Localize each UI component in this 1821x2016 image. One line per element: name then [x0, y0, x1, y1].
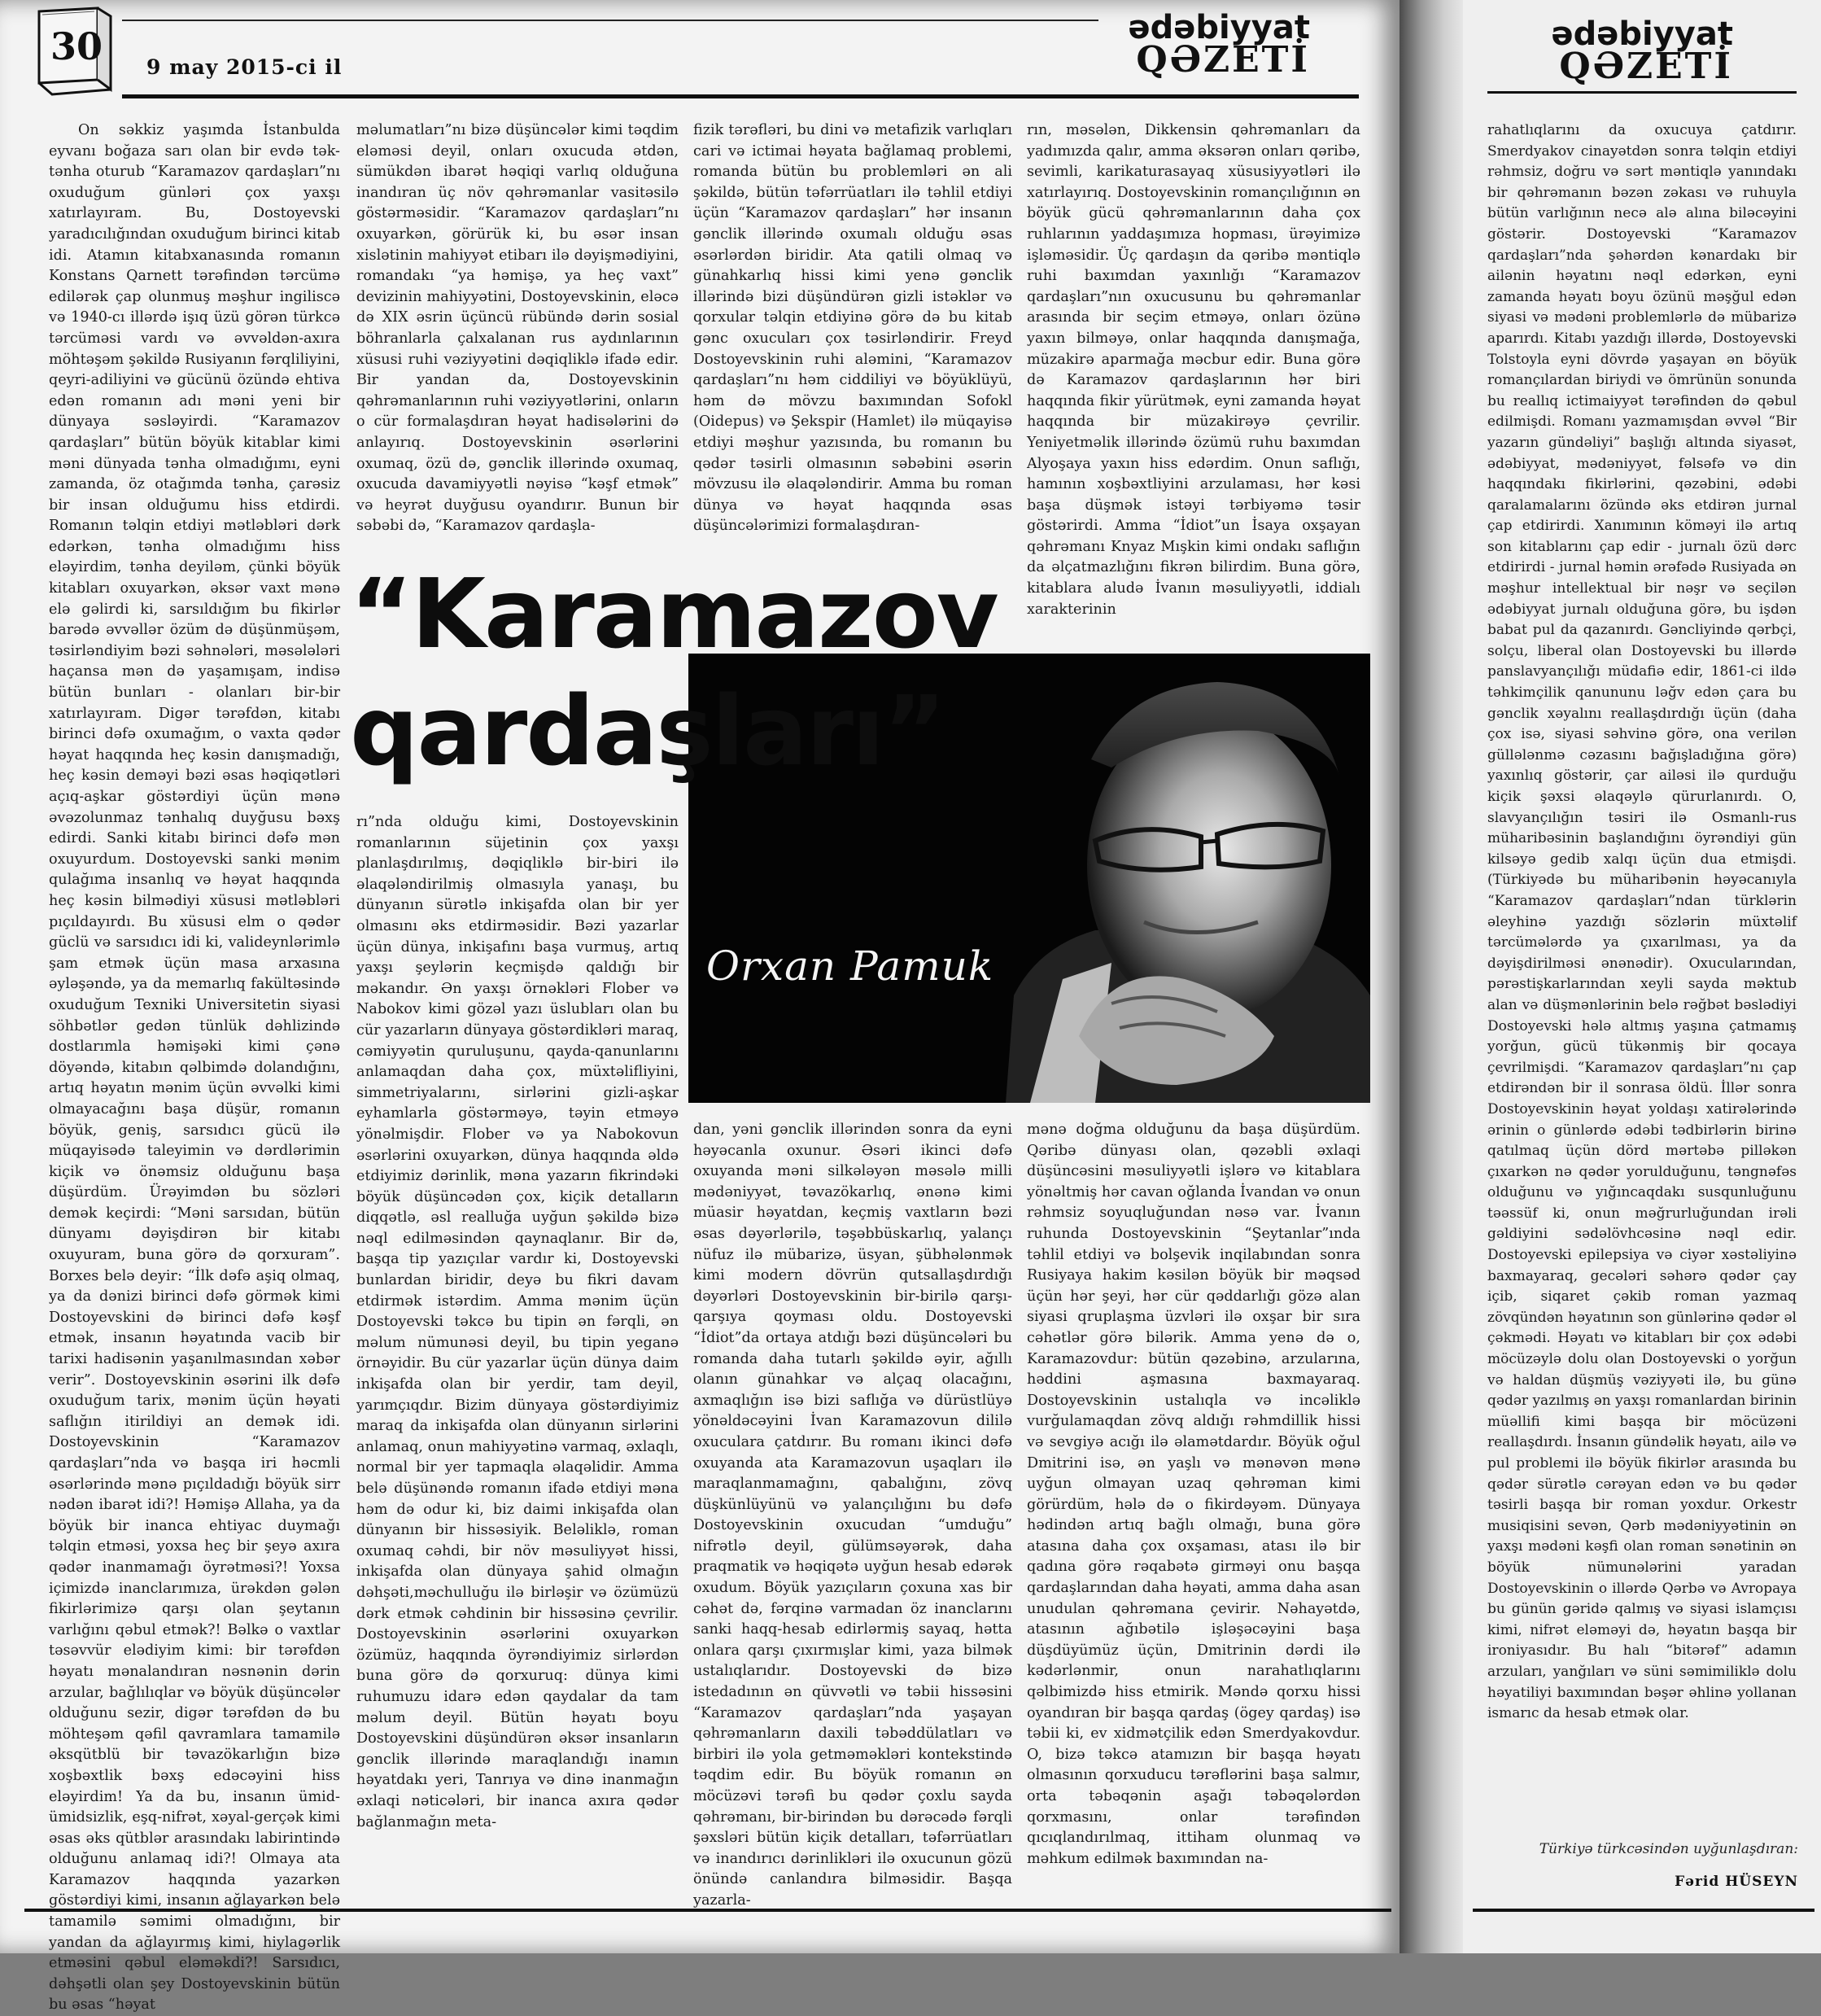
- footer-rule-right: [1473, 1909, 1814, 1912]
- article-column-3-top: [693, 120, 1012, 560]
- column-3-top-text: fizik tərəfləri, bu dini və metafizik varlıqları cari və ictimai həyata bağlamaq problemi, romanda bütün bu problemləri ən ali şəkildə, bütün təfərrüatları ilə təhlil etdiyi üçün “Karamazov qardaşları” hər insanın gənclik illərində oxumalı olduğu əsas əsərlərdən biridir. Ata qatili olmaq və günahkarlıq hissi kimi yenə gənclik illərində bizi düşündürən gizli istəklər və qorxular təlqin etdiyinə görə də bu kitab gənc oxucuları çox təsirləndirir. Freyd Dostoyevskinin ruhi aləmini, “Karamazov qardaşları”nı həm ciddiliyi və böyüklüyü, həm də mövzu baxımından Sofokl (Oidepus) və Şekspir (Hamlet) ilə müqayisə etdiyi məşhur yazısında, bu romanın bu qədər təsirli olmasının səbəbini əsərin mövzusu ilə əlaqələndirir. Amma bu roman dünya və həyat haqqında əsas düşüncələrimizi formalaşdıran-: [693, 122, 1012, 535]
- masthead-bottom-right: QƏZETİ: [1559, 46, 1733, 87]
- column-4-bottom-text: mənə doğma olduğunu da başa düşürdüm. Qəribə dünyası olan, qəzəbli əxlaqi düşüncəsini məsuliyyətli işlərə və kitablara yönəltmiş hər cavan oğlanda İvandan və onun rəhmsiz soyuqluğundan nəsə var. İvanın ruhunda Dostoyevskinin “Şeytanlar”ında təhlil etdiyi və bolşevik inqilabından sonra Rusiyaya hakim kəsilən böyük bir məqsəd üçün hər şeyi, hər cür qəddarlığı gözə alan siyasi qruplaşma üzvləri ilə oxşar bir sıra cəhətlər görə bilərik. Amma yenə də o, Karamazovdur: bütün qəzəbinə, arzularına, həddini aşmasına baxmayaraq. Dostoyevskinin ustalıqla və incəliklə vurğulamaqdan zövq aldığı rəhmdillik hissi və sevgiyə acığı ilə əlamətdardır. Böyük oğul Dmitrini isə, ən yaşlı və mənəvən mənə uyğun olmayan uzaq qəhrəman kimi görürdüm, hələ də o fikirdəyəm. Dünyaya hədindən artıq bağlı olmağı, buna görə atasına daha çox oxşaması, atası ilə bir qadına görə rəqabətə girməyi onu başqa qardaşlarından daha həyati, amma daha asan unudulan qəhrəmana çevirir. Nəhayətdə, atasının ağıbətilə işləşəcəyini başa düşdüyümüz üçün, Dmitrinin dərdi ilə kədərlənmir, onun narahatlıqlarını qəlbimizdə hiss etmirik. Məndə qorxu hissi oyandıran bir başqa qardaş (ögey qardaş) isə təbii ki, ev xidmətçilik edən Smerdyakovdur. O, bizə təkcə atamızın bir başqa həyatı olmasının qorxuducu tərəflərini başa salmır, orta təbəqənin aşağı təbəqələrdən qorxmasını, onlar tərəfindən qıcıqlandırılmaq, ittiham olunmaq və məhkum edilmək baxımından na-: [1027, 1122, 1360, 1867]
- title-line-1: “Karamazov: [350, 558, 998, 670]
- header-rule-thin: [122, 20, 1098, 21]
- column-2-top-text: məlumatları”nı bizə düşüncələr kimi təqdim eləməsi deyil, onları oxucuda ətdən, sümükdən ibarət həqiqi varlıq olduğuna inandıran üç növ qəhrəmanlar vasitəsilə göstərməsidir. “Karamazov qardaşları”nı oxuyarkən, görürük ki, bu əsər insan xislətinin mahiyyət etibarı ilə dəyişmədiyini, romandakı “ya həmişə, ya heç vaxt” devizinin mahiyyətini, Dostoyevskinin, eləcə də XIX əsrin üçüncü rübündə dərin sosial böhranlarla çalxalanan rus aydınlarının xüsusi ruhi vəziyyətini dəqiqliklə ifadə edir. Bir yandan da, Dostoyevskinin qəhrəmanlarının ruhi vəziyyətlərini, onların o cür formalaşdıran həyat hadisələrini də anlayırıq. Dostoyevskinin əsərlərini oxumaq, özü də, gənclik illərində oxumaq, oxucuda davamiyyətli nəyisə “kəşf etmək” və heyrət duyğusu oyandırır. Bunun bir səbəbi də, “Karamazov qardaşla-: [356, 122, 679, 535]
- title-line-2: qardaşları”: [350, 675, 945, 787]
- column-3-bottom-text: dan, yəni gənclik illərindən sonra da eyni həyəcanla oxunur. Əsəri ikinci dəfə oxuyanda məni silkələyən məsələ milli mədəniyyət, təvazökarlıq, ənənə kimi müasir həyatdan, keçmiş vaxtların bəzi əsas dəyərlərilə, təşəbbüskarlıq, yalançı nüfuz ilə mübarizə, üsyan, şübhələnmək kimi modern dövrün qutsallaşdırdığı dəyərləri Dostoyevskinin bir-birilə qarşı-qarşıya qoyması oldu. Dostoyevski “İdiot”da ortaya atdığı bəzi düşüncələri bu romanda daha tutarlı şəkildə əyir, ağıllı olanın günahkar və alçaq olacağını, axmaqlığın isə bizi saflığa və dürüstlüyə yönəldəcəyini İvan Karamazovun dililə oxuculara çatdırır. Bu romanı ikinci dəfə oxuyanda ata Karamazovun uşaqları ilə maraqlanmamağını, qabalığını, zövq düşkünlüyünü və yalançılığını bu dəfə Dostoyevskinin oxucudan “umduğu” nifrətlə deyil, gülümsəyərək, daha praqmatik və həqiqətə uyğun hesab edərək oxudum. Böyük yazıçıların çoxuna xas bir cəhət də, fərqinə varmadan öz inanclarını sanki haqq-hesab edirlərmiş sayaq, hətta onlara qarşı çıxırmışlar kimi, yaza bilmək ustalıqlarıdır. Dostoyevski də bizə istedadının ən qüvvətli və təbii hissəsini “Karamazov qardaşları”nda yaşayan qəhrəmanların daxili təbəddülatları və birbiri ilə yola getməməkləri kontekstində təqdim edir. Bu böyük romanın ən möcüzəvi tərəfi bu qədər çoxlu sayda qəhrəmanı, bir-birindən bu dərəcədə fərqli şəxsləri bütün kiçik detalları, təfərrüatları və inandırıcı dərinlikləri ilə oxucunun gözü önündə canlandıra bilməsidir. Başqa yazarla-: [693, 1122, 1012, 1909]
- article-column-2-top: [356, 120, 679, 560]
- author-name: Orxan Pamuk: [706, 942, 994, 990]
- issue-date: 9 may 2015-ci il: [146, 55, 343, 79]
- article-column-2-bottom: [356, 812, 679, 1870]
- article-column-1: [49, 120, 340, 2014]
- masthead-top: ədəbiyyat: [1128, 9, 1310, 46]
- column-4-top-text: rın, məsələn, Dikkensin qəhrəmanları da yadımızda qalır, amma əksərən onları qəribə, sevimli, karikaturasayaq xüsusiyyətləri ilə xatırlayırıq. Dostoyevskinin romançılığının ən böyük gücü qəhrəmanlarının daha çox ruhlarının yaddaşımıza hopması, ürəyimizə işləməsidir. Üç qardaşın da qəribə məntiqlə ruhi baxımdan yaxınlığı “Karamazov qardaşları”nın oxucusunu bu qəhrəmanlar arasında bir seçim etməyə, onları özünə yaxın bilməyə, onlar haqqında danışmağa, müzakirə aparmağa məcbur edir. Buna görə də Karamazov qardaşlarının hər biri haqqında fikir yürütmək, eyni zamanda həyat haqqında bir müzakirəyə çevrilir. Yeniyetməlik illərində özümü ruhu baxımdan Alyoşaya yaxın hiss edərdim. Onun saflığı, hamının xoşbəxtliyini arzulaması, hər kəsi başa düşmək istəyi tərbiyəmə təsir göstərirdi. Amma “İdiot”un İsaya oxşayan qəhrəmanı Knyaz Mışkin kimi ondakı saflığın da əlçatmazlığını fikrən bilirdim. Buna görə, kitablara aludə İvanın məsuliyyətli, iddialı xarakterinin: [1027, 122, 1360, 618]
- masthead-logo-right: [1522, 15, 1733, 87]
- header-rule-right: [1487, 91, 1797, 94]
- column-2-bottom-text: rı”nda olduğu kimi, Dostoyevskinin romanlarının süjetinin çox yaxşı planlaşdırılmış, dəqiqliklə bir-biri ilə əlaqələndirilmiş olmasıyla yanaşı, bu dünyanın sürətlə inkişafda olan bir yer olmasını əks etdirməsidir. Bəzi yazarlar üçün dünya, inkişafını başa vurmuş, artıq yaxşı şeylərin keçmişdə qaldığı bir məkandır. Ən yaxşı örnəkləri Flober və Nabokov kimi gözəl yazı üslubları olan bu cür yazarların dünyaya göstərdikləri maraq, cəmiyyətin quruluşunu, qayda-qanunlarını anlamaqdan daha çox, müxtəlifliyini, simmetriyalarını, sirlərini gizli-aşkar eyhamlarla göstərməyə, təyin etməyə yönəlmişdir. Flober və ya Nabokovun əsərlərini oxuyarkən, dünya haqqında əldə etdiyimiz dərinlik, məna yazarın fikrindəki böyük düşüncədən çox, kiçik detalların diqqətlə, əsl realluğa uyğun şəkildə bizə nəql edilməsindən qaynaqlanır. Bir də, başqa tip yazıçılar vardır ki, Dostoyevski bunlardan biridir, deyə bu fikri davam etdirmək istərdim. Amma mənim üçün Dostoyevski təkcə bu tipin ən fərqli, ən məlum nümunəsi deyil, bu tipin yeganə örnəyidir. Bu cür yazarlar üçün dünya daim inkişafda olan bir yerdir, tam deyil, yarımçıqdır. Bizim dünyaya göstərdiyimiz maraq da inkişafda olan dünyanın sirlərini anlamaq, onun mahiyyətinə varmaq, əxlaqlı, normal bir yer tapmaqla əlaqəlidir. Amma belə düşünəndə romanın ifadə etdiyi məna həm də odur ki, biz daimi inkişafda olan dünyanın bir hissəsiyik. Beləliklə, roman oxumaq cəhdi, bir növ məsuliyyət hissi, inkişafda olan dünyaya şahid olmağın dəhşəti,məchulluğu ilə birləşir və özümüzü dərk etmək cəhdinin bir hissəsinə çevrilir. Dostoyevskinin əsərlərini oxuyarkən özümüz, haqqında öyrəndiyimiz sirlərdən buna görə də qorxuruq: dünya kimi ruhumuzu idarə edən qaydalar da tam məlum deyil. Bütün həyatı boyu Dostoyevskini düşündürən əksər insanların gənclik illərində maraqlandığı inamın həyatdakı yeri, Tanrıya və dinə inanmağın əxlaqi nəticələri, bir inanca axıra qədər bağlanmağın meta-: [356, 814, 679, 1830]
- article-column-3-bottom: [693, 1120, 1012, 1909]
- masthead-logo: [1107, 9, 1310, 81]
- footer-rule-left: [24, 1909, 1391, 1912]
- column-1-text: On səkkiz yaşımda İstanbulda eyvanı boğaza sarı olan bir evdə tək-tənha oturub “Karamazov qardaşları”nı oxuduğum günləri çox yaxşı xatırlayıram. Bu, Dostoyevski yaradıcılığından oxuduğum birinci kitab idi. Atamın kitabxanasında romanın Konstans Qarnett tərəfindən tərcümə edilərək çap olunmuş məşhur ingiliscə və 1940-cı illərdə işıq üzü görən türkcə tərcüməsi vardı və əvvəldən-axıra möhtəşəm şəkildə Rusiyanın fərqliliyini, qeyri-adiliyini və gücünü özündə ehtiva edən romanın adı məni yeni bir dünyaya səsləyirdi. “Karamazov qardaşları” bütün böyük kitablar kimi məni dünyada tənha olmadığımı, eyni zamanda, öz otağımda tənha, çarəsiz bir insan olduğumu hiss etdirdi. Romanın təlqin etdiyi mətləbləri dərk edərkən, tənha olmadığımı hiss eləyirdim, tənha deyiləm, çünki böyük kitabları oxuyarkən, əksər vaxt mənə elə gəlirdi ki, sarsıldığım bu fikirlər barədə əvvəllər özüm də düşünmüşəm, təsirləndiyim bəzi səhnələri, məsələləri haçansa mən də yaşamışam, indisə bütün bunları - olanları bir-bir xatırlayıram. Digər tərəfdən, kitabı birinci dəfə oxumağım, o vaxta qədər həyat haqqında heç kəsin danışmadığı, heç kəsin deməyi bəzi əsas həqiqətləri açıq-aşkar göstərdiyi üçün mənə əvəzolunmaz tənhalıq duyğusu bəxş edirdi. Sanki kitabı birinci dəfə mən oxuyurdum. Dostoyevski sanki mənim qulağıma insanlıq və həyat haqqında heç kəsin bilmədiyi xüsusi mətləbləri pıçıldayırdı. Bu xüsusi elm o qədər güclü və sarsıdıcı idi ki, valideynlərimlə şam etmək üçün masa arxasına əyləşəndə, ya da memarlıq fakültəsində oxuduğum Texniki Universitetin siyasi söhbətlər gedən tünlük dəhlizində dostlarımla həmişəki kimi çənə döyəndə, kitabın qəlbimdə dolandığını, artıq həyatın mənim üçün əvvəlki kimi olmayacağını başa düşür, romanın böyük, geniş, sarsıdıcı gücü ilə müqayisədə taleyimin və dərdlərimin kiçik və önəmsiz olduğunu başa düşürdüm. Ürəyimdən bu sözləri demək keçirdi: “Məni sarsıdan, bütün dünyamı dəyişdirən bir kitabı oxuyuram, buna görə də qorxuram”. Borxes belə deyir: “İlk dəfə aşiq olmaq, ya da dənizi birinci dəfə görmək kimi Dostoyevskini də birinci dəfə kəşf etmək, insanın həyatında vacib bir tarixi hadisənin yaşanılmasından xəbər verir”. Dostoyevskinin əsərini ilk dəfə oxuduğum tarix, mənim üçün həyati saflığın itirildiyi an demək idi. Dostoyevskinin “Karamazov qardaşları”nda və başqa iri həcmli əsərlərində mənə pıçıldadığı böyük sirr nədən ibarət idi?! Həmişə Allaha, ya da böyük bir inanca ehtiyac duymağı təlqin etməsi, yoxsa heç bir şeyə axıra qədər inanmamağı öyrətməsi?! Yoxsa içimizdə inanclarımıza, ürəkdən gələn fikirlərimizə qarşı olan şeytanın varlığını qəbul etmək?! Bəlkə o vaxtlar təsəvvür elədiyim kimi: bir tərəfdən həyatı mənalandıran nəsnənin dərin arzular, bağlılıqlar və böyük düşüncələr olduğunu sezir, digər tərəfdən də bu möhteşəm qəfil qavramlara tamamilə əksqütblü bir təvazökarlığın bizə xoşbəxtlik bəxş edəcəyini hiss eləyirdim! Ya da bu, insanın ümid-ümidsizlik, eşq-nifrət, xəyal-gerçək kimi əsas əks qütblər arasındakı labirintində olduğunu anlamaq idi?! Olmaya ata Karamazov haqqında yazarkən göstərdiyi kimi, insanın ağlayarkən belə tamamilə səmimi olmadığını, bir yandan da ağlayırmış kimi, hiylagərlik etməsini qəbul eləməkdi?! Sarsıdıcı, dəhşətli olan şey Dostoyevskinin bütün bu əsas “həyat: [49, 122, 340, 2014]
- masthead-bottom: QƏZETİ: [1136, 39, 1310, 81]
- page-gutter: [1400, 0, 1463, 1953]
- article-column-4-top: [1027, 120, 1360, 641]
- translator-name: Fərid HÜSEYN: [1675, 1874, 1798, 1890]
- header-rule-thick: [122, 94, 1359, 98]
- translator-note: Türkiyə türkcəsindən uyğunlaşdıran:: [1539, 1841, 1798, 1857]
- page-number: 30: [50, 24, 103, 68]
- article-column-4-bottom: [1027, 1120, 1360, 1869]
- masthead-top-right: ədəbiyyat: [1551, 15, 1733, 53]
- article-title: [350, 558, 1245, 787]
- column-5-text: rahatlıqlarını da oxucuya çatdırır. Smerdyakov cinayətdən sonra təlqin etdiyi rəhmsiz, doğru və sərt məntiqlə yanındakı bir qəhrəmanın bəzən zəkası və ruhuyla bütün varlığının necə alə alına biləcəyini göstərir. Dostoyevski “Karamazov qardaşları”nda şəhərdən kənardakı bir ailənin həyatını nəql edərkən, eyni zamanda həyatı boyu özünü məşğul edən siyasi və mədəni problemlərlə də mübarizə aparırdı. Kitabı yazdığı illərdə, Dostoyevski Tolstoyla eyni dövrdə yaşayan ən böyük romançılardan biriydi və ömrünün sonunda bu reallıq ictimaiyyət tərəfindən də qəbul edilmişdi. Romanı yazmamışdan əvvəl “Bir yazarın gündəliyi” başlığı altında siyasət, ədəbiyyat, mədəniyyət, fəlsəfə və din haqqındakı fikirlərini, qəzəbini, ədəbi qaralamalarını özündə əks etdirən jurnal çap etdirirdi. Xanımının köməyi ilə artıq son kitablarını çap edir - jurnalı özü dərc etdirirdi - jurnal həmin ərəfədə Rusiyada ən məşhur intellektual bir nəşr və seçilən ədəbiyyat jurnalı olduğuna görə, bu işdən babat pul da qazanırdı. Gəncliyində qərbçi, solçu, liberal olan Dostoyevski bu illərdə panslavyançılığı müdafiə edir, 1861-ci ildə təhkimçilik qanununu ləğv edən çara bu gənclik xəyalını reallaşdırdığı üçün (daha çox isə, siyasi səhvinə görə, ona verilən güllələnmə cəzasını bağışladığına görə) yaxınlıq göstərir, çar ailəsi ilə qurduğu kiçik şəxsi əlaqəylə qürurlanırdı. O, slavyançılığın təsiri ilə Osmanlı-rus müharibəsinin başlandığını öyrəndiyi gün kilsəyə gedib xalqı üçün dua etmişdi. (Türkiyədə bu müharibənin həyəcanıyla “Karamazov qardaşları”ndan türklərin əleyhinə yazdığı sözlərin müxtəlif tərcümələrdə ya çıxarılması, ya da dəyişdirilməsi ənənədir). Oxucularından, pərəstişkarlarından xeyli sayda məktub alan və düşmənlərinin belə rəğbət bəslədiyi Dostoyevski hələ altmış yaşına çatmamış yorğun, gücü tükənmiş bir qocaya çevrilmişdi. “Karamazov qardaşları”nı çap etdirəndən bir il sonrasa öldü. İllər sonra Dostoyevskinin həyat yoldaşı xatirələrində ərinin o günlərdə ədəbi tədbirlərin birinə qatılmaq üçün dörd mərtəbə pilləkən çıxarkən nə qədər yorulduğunu, təngnəfəs olduğunu və yığıncaqdakı susqunluğunu təəssüf ki, onun məğrurluğundan irəli gəldiyini sədəlövhcəsinə nəql edir. Dostoyevski epilepsiya və ciyər xəstəliyinə baxmayaraq, gecələri səhərə qədər çay içib, siqaret çəkib roman yazmaq zövqündən həyatının son günlərinə qədər əl çəkmədi. Həyatı və kitabları bir çox ədəbi möcüzəylə dolu olan Dostoyevski o yorğun və haldan düşmüş vəziyyəti ilə, bu günə qədər yazılmış ən yaxşı romanlardan birinin müəllifi kimi başqa bir möcüzəni reallaşdırdı. İnsanın gündəlik həyatı, ailə və pul problemi ilə böyük fikirlər arasında bu qədər sürətlə cərəyan edən və bu qədər təsirli başqa bir roman yoxdur. Orkestr musiqisini sevən, Qərb mədəniyyətinin ən yaxşı mədəni kəşfi olan roman sənətinin ən böyük nümunələrini yaradan Dostoyevskinin o illərdə Qərbə və Avropaya bu günün gəridə qalmış və siyasi islamçısı kimi, nifrət eləməyi də, həyatın başqa bir ironiyasıdır. Bu halı “bitərəf” adamın arzuları, yanğıları və süni səmimiliklə dolu həyatiliyi baxımından bəşər əhlinə yollanan ismarıc da hesab etmək olar.: [1487, 122, 1797, 1722]
- article-column-5: [1487, 120, 1797, 1773]
